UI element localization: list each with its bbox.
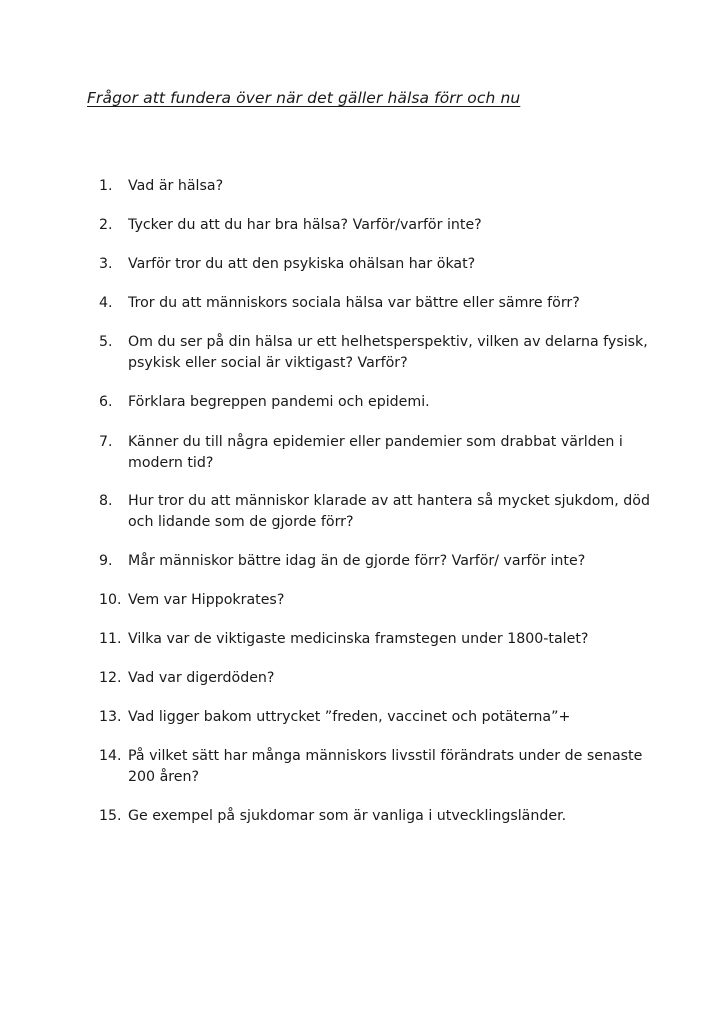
question-text: Känner du till några epidemier eller pandemier som drabbat världen i modern tid?: [128, 434, 623, 471]
question-number: 12.: [99, 670, 122, 686]
question-item: [99, 668, 659, 689]
question-item: [99, 254, 659, 275]
question-text: Förklara begreppen pandemi och epidemi.: [128, 394, 430, 410]
question-number: 2.: [99, 217, 113, 233]
question-item: [99, 432, 659, 474]
question-list: [99, 176, 659, 827]
question-text: Vem var Hippokrates?: [128, 592, 285, 608]
question-text: Tycker du att du har bra hälsa? Varför/varför inte?: [128, 217, 482, 233]
question-item: [99, 806, 659, 827]
question-text: Vad är hälsa?: [128, 178, 224, 194]
question-text: På vilket sätt har många människors livsstil förändrats under de senaste 200 åren?: [128, 748, 643, 785]
question-item: [99, 332, 659, 374]
question-number: 9.: [99, 553, 113, 569]
question-item: [99, 491, 659, 533]
question-item: [99, 707, 659, 728]
question-number: 4.: [99, 295, 113, 311]
question-text: Ge exempel på sjukdomar som är vanliga i utvecklingsländer.: [128, 808, 567, 824]
question-text: Mår människor bättre idag än de gjorde förr? Varför/ varför inte?: [128, 553, 586, 569]
question-number: 7.: [99, 434, 113, 450]
question-text: Vilka var de viktigaste medicinska framstegen under 1800-talet?: [128, 631, 589, 647]
question-number: 1.: [99, 178, 113, 194]
question-item: [99, 392, 659, 413]
question-text: Hur tror du att människor klarade av att hantera så mycket sjukdom, död och lidande som de gjorde förr?: [128, 493, 650, 530]
question-number: 3.: [99, 256, 113, 272]
question-text: Om du ser på din hälsa ur ett helhetsperspektiv, vilken av delarna fysisk, psykisk eller social är viktigast? Varför?: [128, 334, 648, 371]
question-number: 8.: [99, 493, 113, 509]
question-item: [99, 215, 659, 236]
question-item: [99, 590, 659, 611]
document-title: Frågor att fundera över när det gäller hälsa förr och nu: [87, 89, 521, 107]
question-number: 13.: [99, 709, 122, 725]
question-number: 10.: [99, 592, 122, 608]
question-item: [99, 629, 659, 650]
question-number: 6.: [99, 394, 113, 410]
question-text: Varför tror du att den psykiska ohälsan har ökat?: [128, 256, 476, 272]
question-item: [99, 176, 659, 197]
question-number: 14.: [99, 748, 122, 764]
question-text: Vad ligger bakom uttrycket ”freden, vaccinet och potäterna”+: [128, 709, 571, 725]
question-item: [99, 551, 659, 572]
question-number: 11.: [99, 631, 122, 647]
question-text: Vad var digerdöden?: [128, 670, 275, 686]
question-text: Tror du att människors sociala hälsa var bättre eller sämre förr?: [128, 295, 580, 311]
question-number: 15.: [99, 808, 122, 824]
question-item: [99, 746, 659, 788]
question-number: 5.: [99, 334, 113, 350]
question-item: [99, 293, 659, 314]
